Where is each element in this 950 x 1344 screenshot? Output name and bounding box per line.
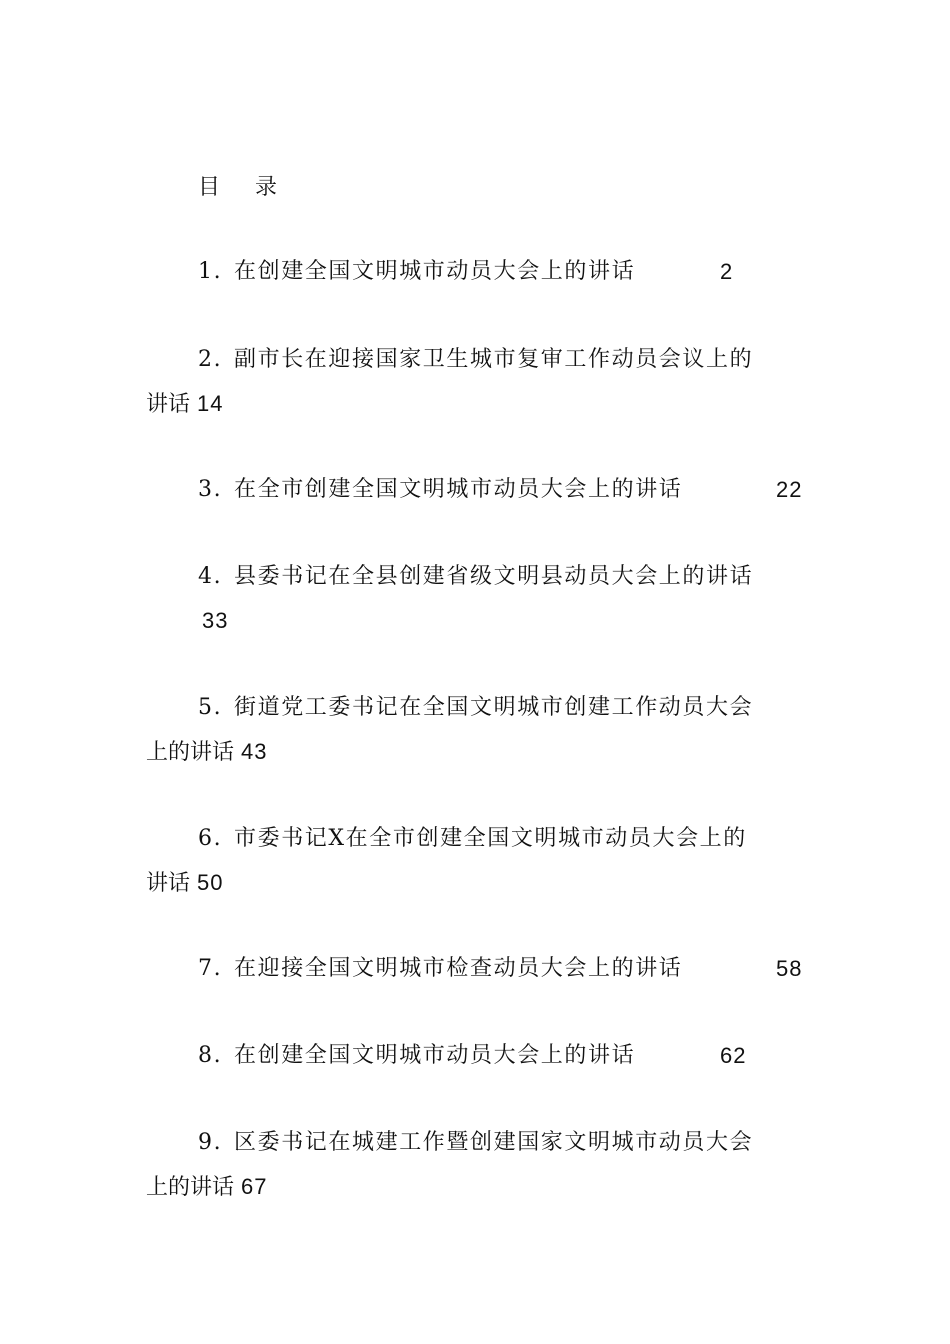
toc-entry-title: 县委书记在全县创建省级文明县动员大会上的讲话 (234, 564, 754, 589)
toc-entry-title: 区委书记在城建工作暨创建国家文明城市动员大会 (234, 1130, 754, 1155)
toc-entry-page: 14 (197, 391, 224, 416)
toc-entry-title: 市委书记X在全市创建全国文明城市动员大会上的 (234, 826, 747, 851)
toc-entry-line (146, 730, 806, 774)
toc-title: 目 录 (198, 175, 291, 200)
toc-entry-title: 在创建全国文明城市动员大会上的讲话 (234, 259, 636, 284)
toc-entry-line (146, 817, 806, 861)
toc-entry-page: 2 (720, 259, 734, 284)
toc-entry-title: 街道党工委书记在全国文明城市创建工作动员大会 (234, 695, 754, 720)
toc-entry-page: 43 (241, 739, 268, 764)
toc-entry-title: 在创建全国文明城市动员大会上的讲话 (234, 1043, 636, 1068)
toc-entry-title-continued: 讲话 (146, 392, 191, 417)
toc-entry[interactable] (146, 338, 806, 426)
toc-entry[interactable] (146, 468, 806, 512)
toc-entry-line (146, 1165, 806, 1209)
toc-entry-number: 7. (198, 956, 223, 981)
toc-entry-number: 6. (198, 826, 223, 851)
toc-entry-title: 在全市创建全国文明城市动员大会上的讲话 (234, 477, 683, 502)
toc-entry-number: 4. (198, 564, 223, 589)
toc-entry[interactable] (146, 947, 806, 991)
toc-entry[interactable] (146, 686, 806, 774)
toc-entry-page: 67 (241, 1174, 268, 1199)
toc-entry-line (146, 1121, 806, 1165)
toc-entry-page: 62 (720, 1043, 747, 1068)
toc-entry-line (146, 947, 806, 991)
toc-entry-number: 3. (198, 477, 223, 502)
toc-entry[interactable] (146, 555, 806, 643)
toc-entry-number: 2. (198, 347, 223, 372)
toc-entry-number: 1. (198, 259, 223, 284)
toc-entry-page: 58 (776, 956, 803, 981)
toc-entry-page: 50 (197, 870, 224, 895)
toc-entry-line (146, 599, 806, 643)
toc-entry-title: 在迎接全国文明城市检查动员大会上的讲话 (234, 956, 683, 981)
toc-entry-number: 8. (198, 1043, 223, 1068)
toc-entry-line (146, 250, 806, 294)
toc-entry-line (146, 382, 806, 426)
toc-entry-title: 副市长在迎接国家卫生城市复审工作动员会议上的 (234, 347, 754, 372)
toc-entry[interactable] (146, 817, 806, 905)
toc-entry-number: 9. (198, 1130, 223, 1155)
toc-entry-line (146, 1034, 806, 1078)
toc-entry-line (146, 468, 806, 512)
toc-entry-page: 33 (202, 608, 229, 633)
toc-entry-number: 5. (198, 695, 223, 720)
toc-entry-line (146, 686, 806, 730)
toc-entry-page: 22 (776, 477, 803, 502)
toc-entry-line (146, 555, 806, 599)
toc-entry-line (146, 338, 806, 382)
toc-entry-title-continued: 上的讲话 (146, 740, 235, 765)
toc-entry-title-continued: 上的讲话 (146, 1175, 235, 1200)
toc-entry[interactable] (146, 1034, 806, 1078)
toc-entry-title-continued: 讲话 (146, 871, 191, 896)
toc-entry-line (146, 861, 806, 905)
toc-entry[interactable] (146, 1121, 806, 1209)
toc-entry[interactable] (146, 250, 806, 294)
